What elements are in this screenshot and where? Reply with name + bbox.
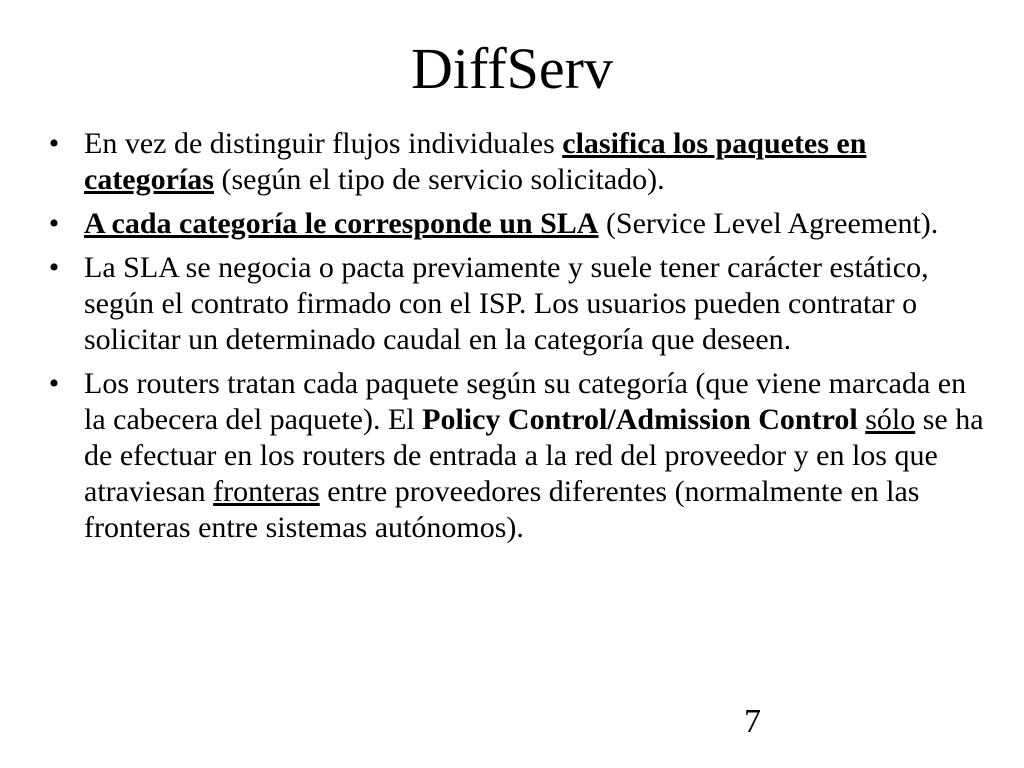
bullet-marker: • (48, 251, 60, 284)
emphasis-text: clasifica los paquetes en categorías (84, 127, 867, 196)
bullet-marker: • (48, 127, 60, 160)
bullet-text: La SLA se negocia o pacta previamente y suele tener carácter estático, según el contrato firmado con el ISP. Los usuarios pueden contratar o solicitar un determinado caudal en la categoría que deseen. (84, 251, 929, 356)
slide-title: DiffServ (411, 36, 613, 101)
bold-text: Policy Control/Admission Control (422, 403, 858, 436)
bullet-item-1 (44, 126, 994, 198)
bullet-text: En vez de distinguir flujos individuales (84, 127, 563, 160)
emphasis-text: A cada categoría le corresponde un SLA (84, 207, 599, 240)
bullet-marker: • (48, 207, 60, 240)
bullet-text: (según el tipo de servicio solicitado). (213, 163, 665, 196)
bullet-marker: • (48, 367, 60, 400)
bullet-item-3 (44, 250, 994, 358)
bullet-text: Los routers tratan cada paquete según su categoría (que viene marcada en la cabecera del paquete). El (84, 367, 967, 436)
page-number: 7 (744, 703, 761, 740)
bullet-item-2 (44, 206, 994, 242)
bullet-text: entre proveedores diferentes (normalmente en las fronteras entre sistemas autónomos). (84, 475, 920, 544)
underlined-text: fronteras (213, 475, 320, 508)
bullet-list (44, 126, 994, 554)
underlined-text: sólo (865, 403, 916, 436)
bullet-text: (Service Level Agreement). (598, 207, 939, 240)
bullet-text: se ha de efectuar en los routers de entrada a la red del proveedor y en los que atraviesan (84, 403, 984, 508)
bullet-item-4 (44, 366, 994, 546)
